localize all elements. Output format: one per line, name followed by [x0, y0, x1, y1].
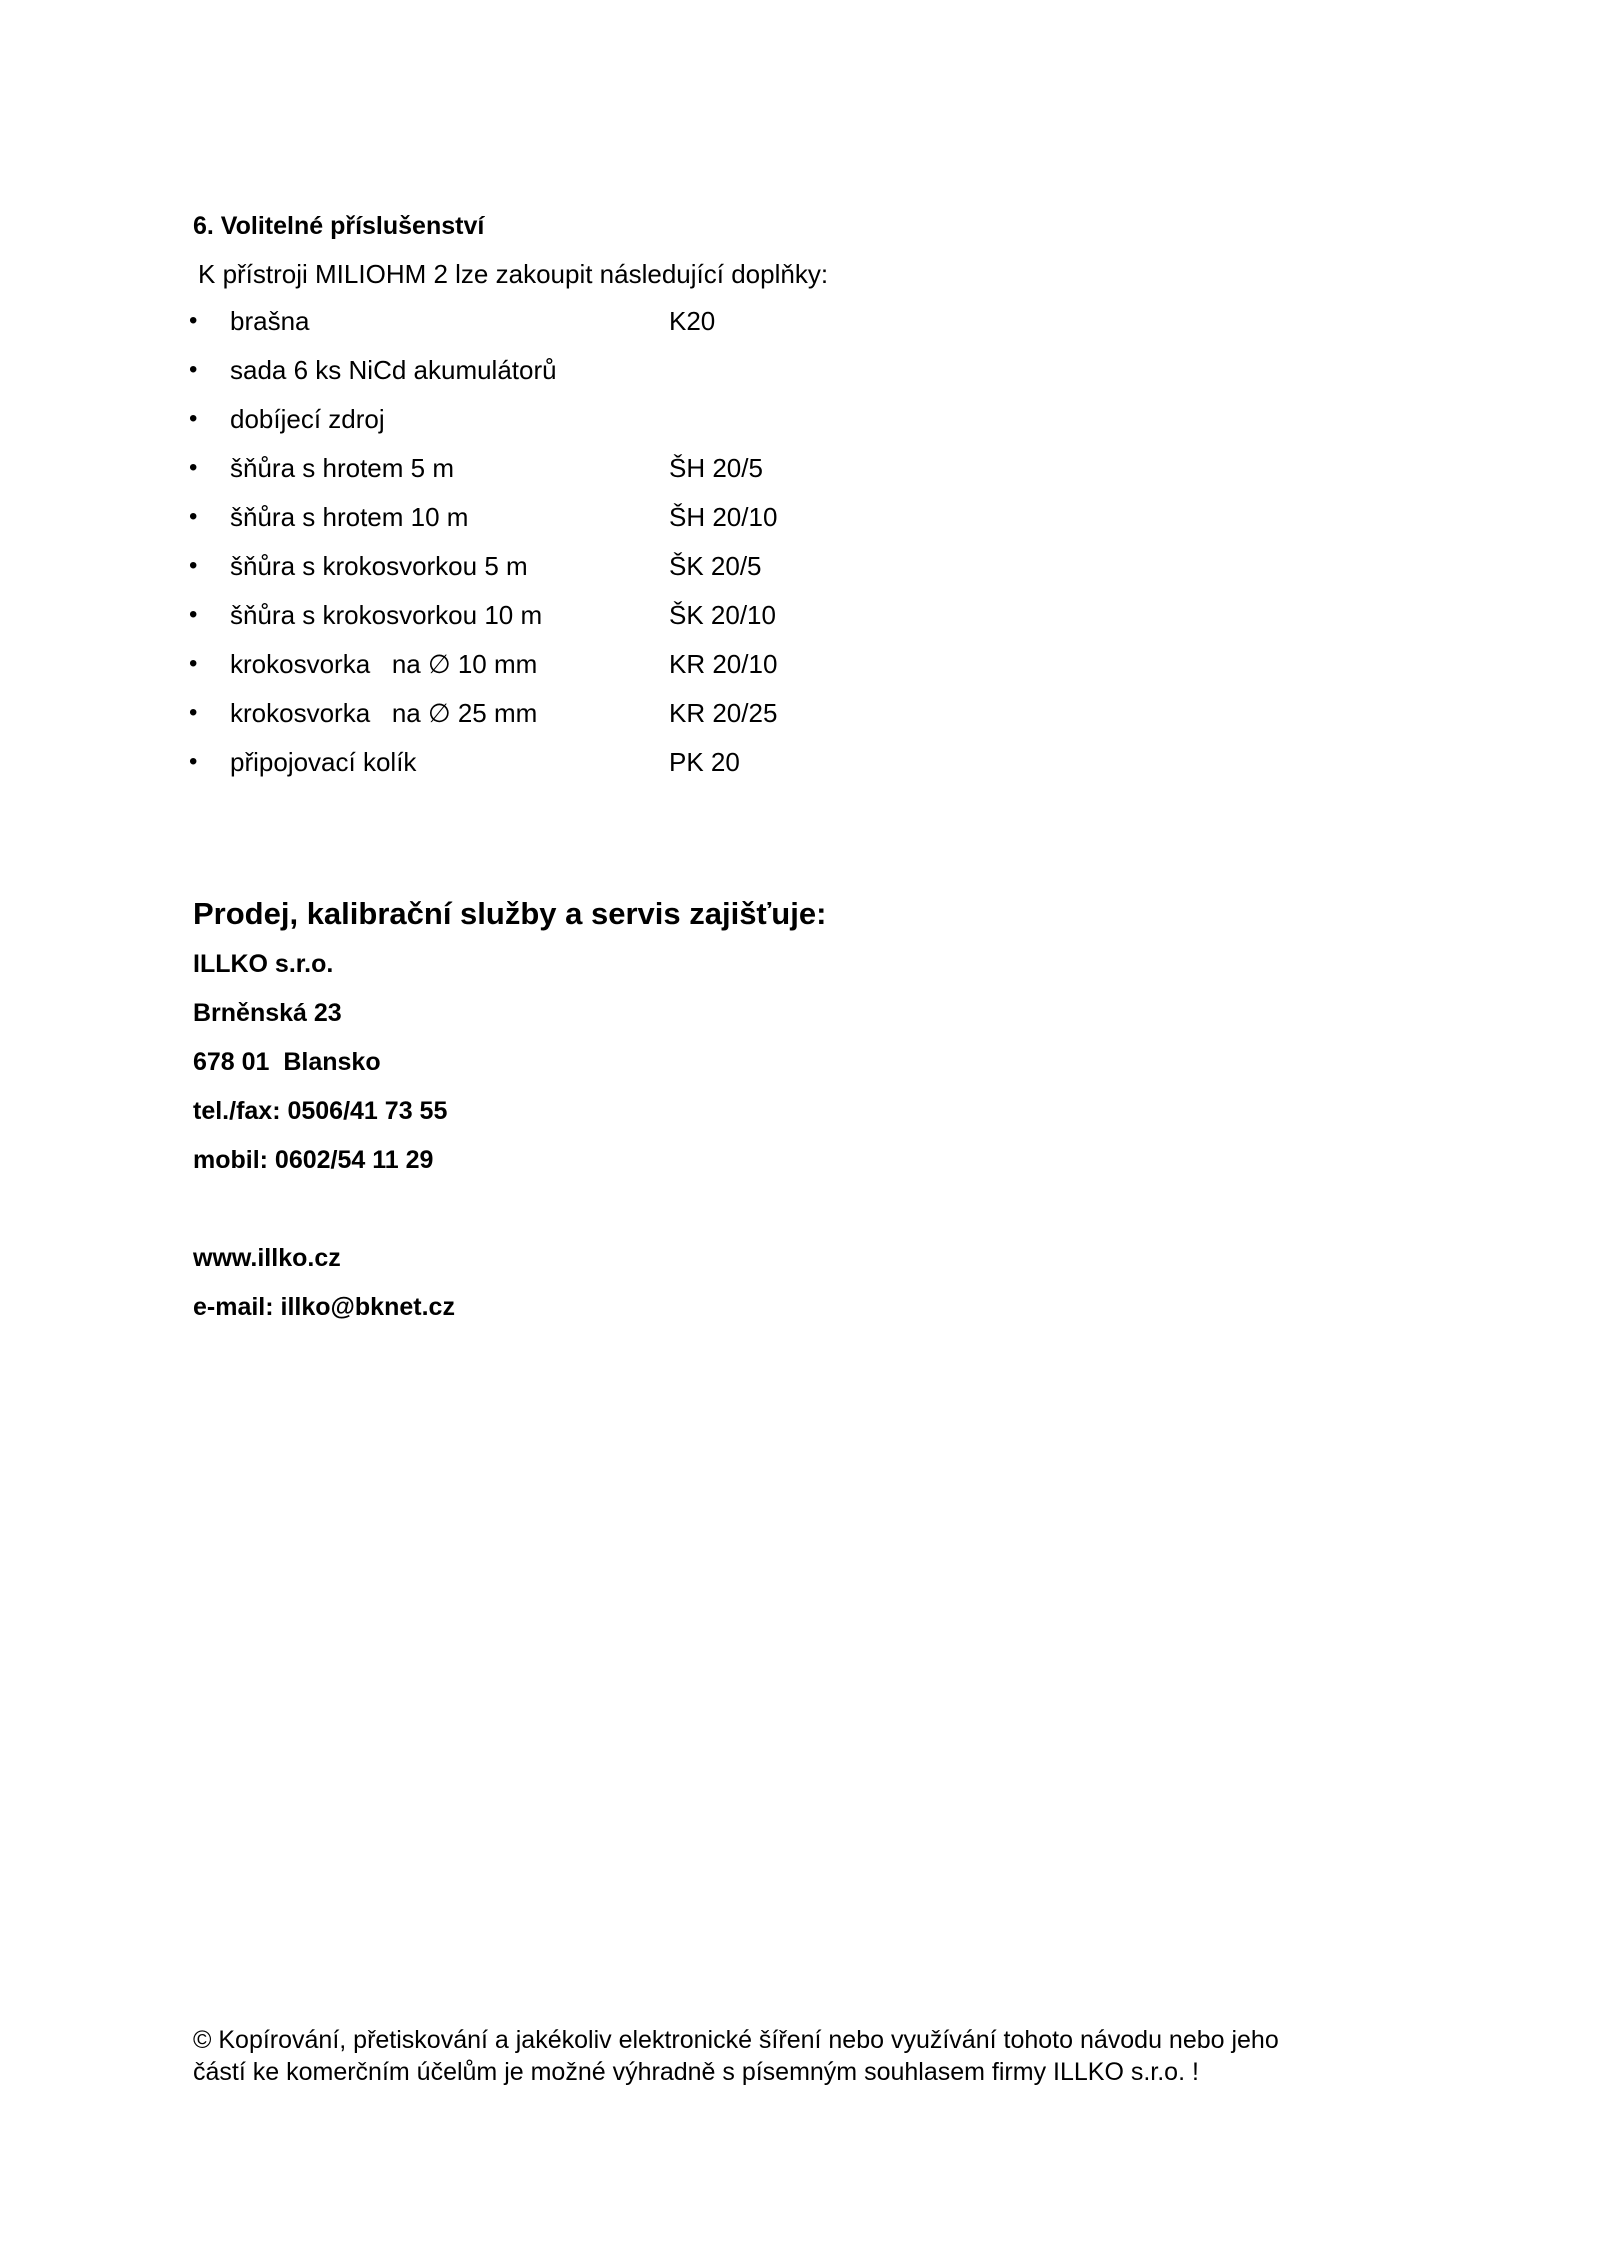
bullet-icon: •	[189, 601, 198, 628]
accessory-code: K20	[669, 306, 716, 336]
bullet-icon: •	[189, 405, 198, 432]
list-item	[0, 599, 1000, 639]
copyright-line-1: © Kopírování, přetiskování a jakékoliv elektronické šíření nebo využívání tohoto návodu nebo jeho	[193, 2026, 1279, 2054]
accessory-name: šňůra s krokosvorkou 5 m	[230, 551, 528, 581]
accessory-name: šňůra s hrotem 5 m	[230, 453, 454, 483]
phone-fax: tel./fax: 0506/41 73 55	[193, 1097, 448, 1125]
list-item	[0, 305, 1000, 345]
copyright-line-2: částí ke komerčním účelům je možné výhradně s písemným souhlasem firmy ILLKO s.r.o. !	[193, 2058, 1199, 2086]
list-item	[0, 697, 1000, 737]
accessory-name: sada 6 ks NiCd akumulátorů	[230, 355, 557, 385]
accessory-code: KR 20/25	[669, 698, 778, 728]
bullet-icon: •	[189, 650, 198, 677]
company-name: ILLKO s.r.o.	[193, 950, 334, 978]
email-link[interactable]: e-mail: illko@bknet.cz	[193, 1293, 455, 1321]
list-item	[0, 746, 1000, 786]
street-address: Brněnská 23	[193, 999, 342, 1027]
website-link[interactable]: www.illko.cz	[193, 1244, 341, 1272]
accessory-code: ŠK 20/10	[669, 600, 776, 630]
bullet-icon: •	[189, 356, 198, 383]
copyright-notice	[193, 2024, 1413, 2088]
accessory-name: krokosvorka na ∅ 25 mm	[230, 698, 538, 728]
list-item	[0, 550, 1000, 590]
accessory-name: připojovací kolík	[230, 747, 417, 777]
accessory-name: šňůra s krokosvorkou 10 m	[230, 600, 543, 630]
accessory-code: KR 20/10	[669, 649, 778, 679]
section-intro: K přístroji MILIOHM 2 lze zakoupit následující doplňky:	[198, 259, 829, 289]
accessory-name: šňůra s hrotem 10 m	[230, 502, 469, 532]
contact-heading: Prodej, kalibrační služby a servis zajišťuje:	[193, 896, 827, 931]
accessory-code: PK 20	[669, 747, 740, 777]
accessory-name: krokosvorka na ∅ 10 mm	[230, 649, 538, 679]
bullet-icon: •	[189, 552, 198, 579]
list-item	[0, 501, 1000, 541]
list-item	[0, 648, 1000, 688]
bullet-icon: •	[189, 307, 198, 334]
accessory-name: brašna	[230, 306, 310, 336]
list-item	[0, 403, 1000, 443]
list-item	[0, 452, 1000, 492]
list-item	[0, 354, 1000, 394]
accessory-code: ŠK 20/5	[669, 551, 762, 581]
bullet-icon: •	[189, 454, 198, 481]
accessory-code: ŠH 20/10	[669, 502, 778, 532]
accessory-name: dobíjecí zdroj	[230, 404, 385, 434]
bullet-icon: •	[189, 699, 198, 726]
bullet-icon: •	[189, 748, 198, 775]
city-address: 678 01 Blansko	[193, 1048, 381, 1076]
accessory-code: ŠH 20/5	[669, 453, 763, 483]
bullet-icon: •	[189, 503, 198, 530]
section-heading: 6. Volitelné příslušenství	[193, 212, 485, 240]
mobile-phone: mobil: 0602/54 11 29	[193, 1146, 434, 1174]
